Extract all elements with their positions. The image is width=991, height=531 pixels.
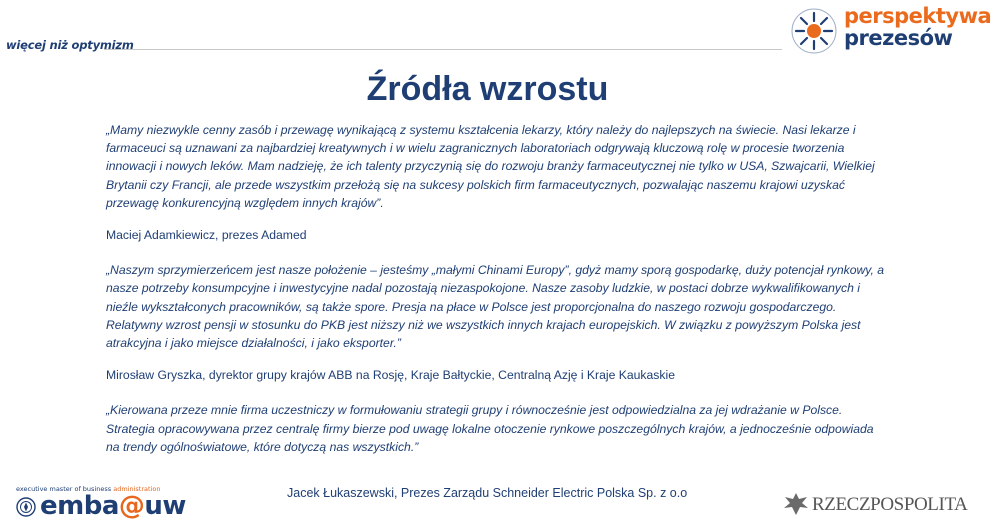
tagline: więcej niż optymizm [6,38,134,52]
perspektywa-prezesow-logo [790,4,991,56]
quote-2-text: „Naszym sprzymierzeńcem jest nasze położenie – jesteśmy „małymi Chinami Europy”, gdyż mamy sporą gospodarkę, duży potencjał rynkowy, a nasze potrzeby konsumpcyjne i inwestycyjne nadal pozostają niezaspokojone. Nasze zasoby ludzkie, w postaci dobrze wykwalifikowanych i nieźle wykształconych pracowników, są także spore. Presja na płace w Polsce jest proporcjonalna do naszego rozwoju gospodarczego. Relatywny wzrost pensji w stosunku do PKB jest niższy niż we wszystkich innych krajach europejskich. W związku z powyższym Polska jest atrakcyjna i jako miejsce działalności, i jako eksporter.” [106,263,885,351]
emba-tagline-prefix: executive master of business [16,485,114,493]
emba-uw-logo [14,485,186,527]
quote-1-text: „Mamy niezwykle cenny zasób i przewagę wynikającą z systemu kształcenia lekarzy, który należy do najlepszych na świecie. Nasi lekarze i farmaceuci są uznawani za najbardziej kreatywnych i w wielu zagranicznych laboratoriach odgrywają kluczową rolę w procesie tworzenia innowacji i nowych leków. Mam nadzieję, że ich talenty przyczynią się do rozwoju branży farmaceutycznej nie tylko w USA, Szwajcarii, Wielkiej Brytanii czy Francji, ale przede wszystkim przełożą się na sukcesy polskich firm farmaceutycznych, pozwalając naszemu krajowi uzyskać przewagę konkurencyjną względem innych krajów”. [106,123,875,210]
eagle-icon [782,490,810,518]
emba-tagline-accent: administration [113,485,161,493]
quote-1-author: Maciej Adamkiewicz, prezes Adamed [106,228,307,243]
emba-uw: uw [144,491,186,521]
brand-word-perspektywa: perspektywa [844,4,991,28]
quotes-body [106,121,888,456]
quote-2-author: Mirosław Gryszka, dyrektor grupy krajów ABB na Rosję, Kraje Bałtyckie, Centralną Azję i Kraje Kaukaskie [106,368,675,383]
emba-wordmark [40,491,186,521]
university-seal-icon [16,497,36,517]
quote-3-author: Jacek Łukaszewski, Prezes Zarządu Schneider Electric Polska Sp. z o.o [287,486,688,500]
sunburst-logo-icon [790,7,838,55]
rzeczpospolita-wordmark: RZECZPOSPOLITA [812,494,968,515]
page-title: Źródła wzrostu [366,70,609,108]
brand-word-prezesow: prezesów [844,26,953,50]
rzeczpospolita-logo [782,490,968,522]
header-divider [104,49,782,50]
emba-word: emba [40,491,119,521]
quote-3-text: „Kierowana przeze mnie firma uczestniczy w formułowaniu strategii grupy i równocześnie jest odpowiedzialna za jej wdrażanie w Polsce. Strategia opracowywana przez centralę firmy bierze pod uwagę lokalne otoczenie rynkowe poszczególnych krajów, a jednocześnie odpowiada na trendy ogólnoświatowe, które dotyczą nas wszystkich.” [106,403,874,454]
emba-at-sign: @ [118,491,145,521]
